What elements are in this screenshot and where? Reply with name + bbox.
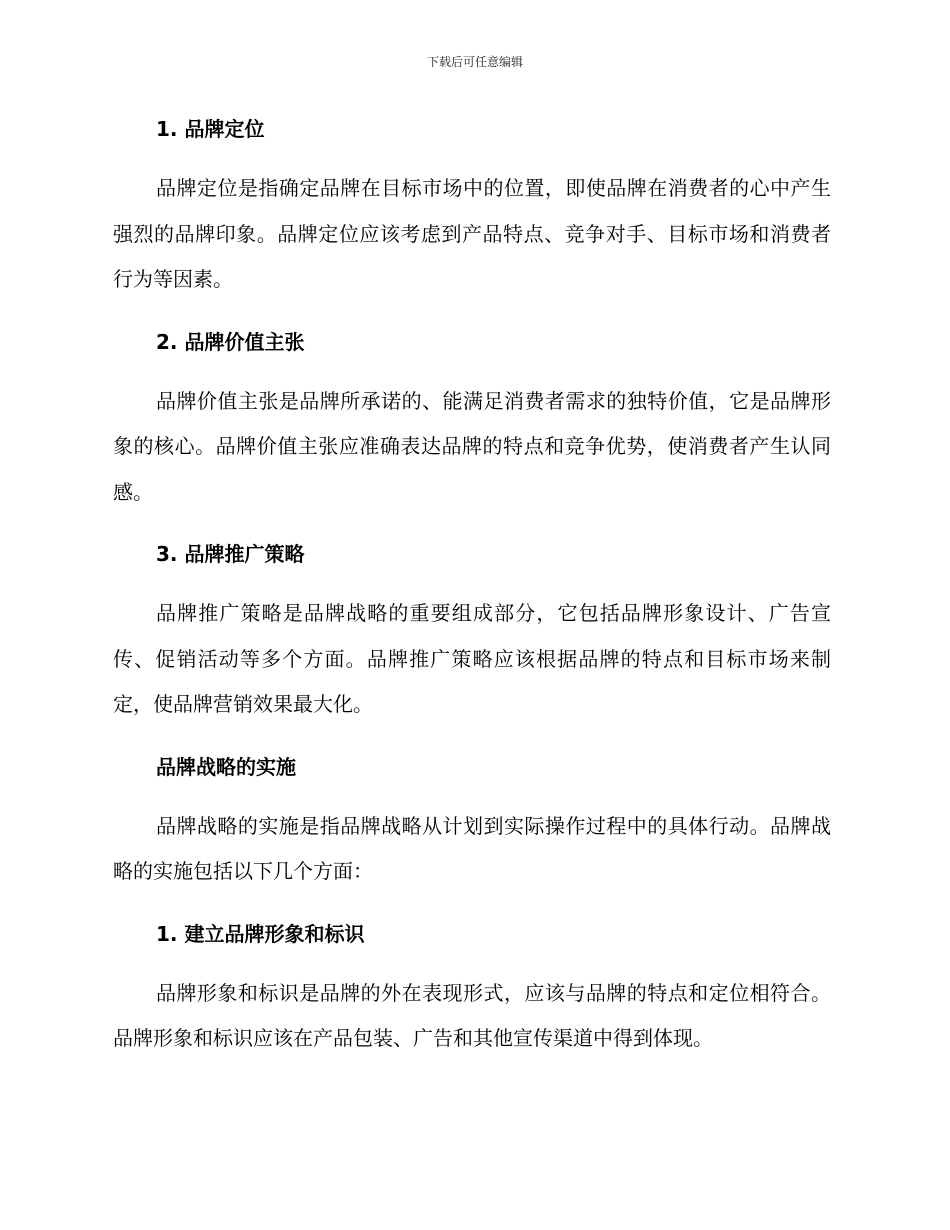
section-heading-brand-value-proposition: 2. 品牌价值主张 bbox=[156, 329, 305, 354]
document-body bbox=[113, 108, 831, 1080]
page-header-note: 下载后可任意编辑 bbox=[426, 55, 523, 69]
section-heading-brand-promotion-strategy: 3. 品牌推广策略 bbox=[156, 542, 305, 566]
section-heading-brand-positioning: 1. 品牌定位 bbox=[156, 117, 265, 141]
section-paragraph-brand-image-identity: 品牌形象和标识是品牌的外在表现形式，应该与品牌的特点和定位相符合。品牌形象和标识应该在产品包装、广告和其他宣传渠道中得到体现。 bbox=[113, 980, 831, 1050]
section-paragraph-brand-value-proposition: 品牌价值主张是品牌所承诺的、能满足消费者需求的独特价值，它是品牌形象的核心。品牌价值主张应准确表达品牌的特点和竞争优势，使消费者产生认同感。 bbox=[113, 388, 831, 504]
section-paragraph-strategy-implementation: 品牌战略的实施是指品牌战略从计划到实际操作过程中的具体行动。品牌战略的实施包括以下几个方面： bbox=[113, 813, 831, 883]
section-heading-brand-image-identity: 1. 建立品牌形象和标识 bbox=[156, 921, 365, 946]
section-paragraph-brand-promotion-strategy: 品牌推广策略是品牌战略的重要组成部分，它包括品牌形象设计、广告宣传、促销活动等多个方面。品牌推广策略应该根据品牌的特点和目标市场来制定，使品牌营销效果最大化。 bbox=[113, 601, 831, 716]
section-paragraph-brand-positioning: 品牌定位是指确定品牌在目标市场中的位置，即使品牌在消费者的心中产生强烈的品牌印象。品牌定位应该考虑到产品特点、竞争对手、目标市场和消费者行为等因素。 bbox=[113, 176, 831, 291]
section-heading-strategy-implementation: 品牌战略的实施 bbox=[156, 754, 296, 779]
